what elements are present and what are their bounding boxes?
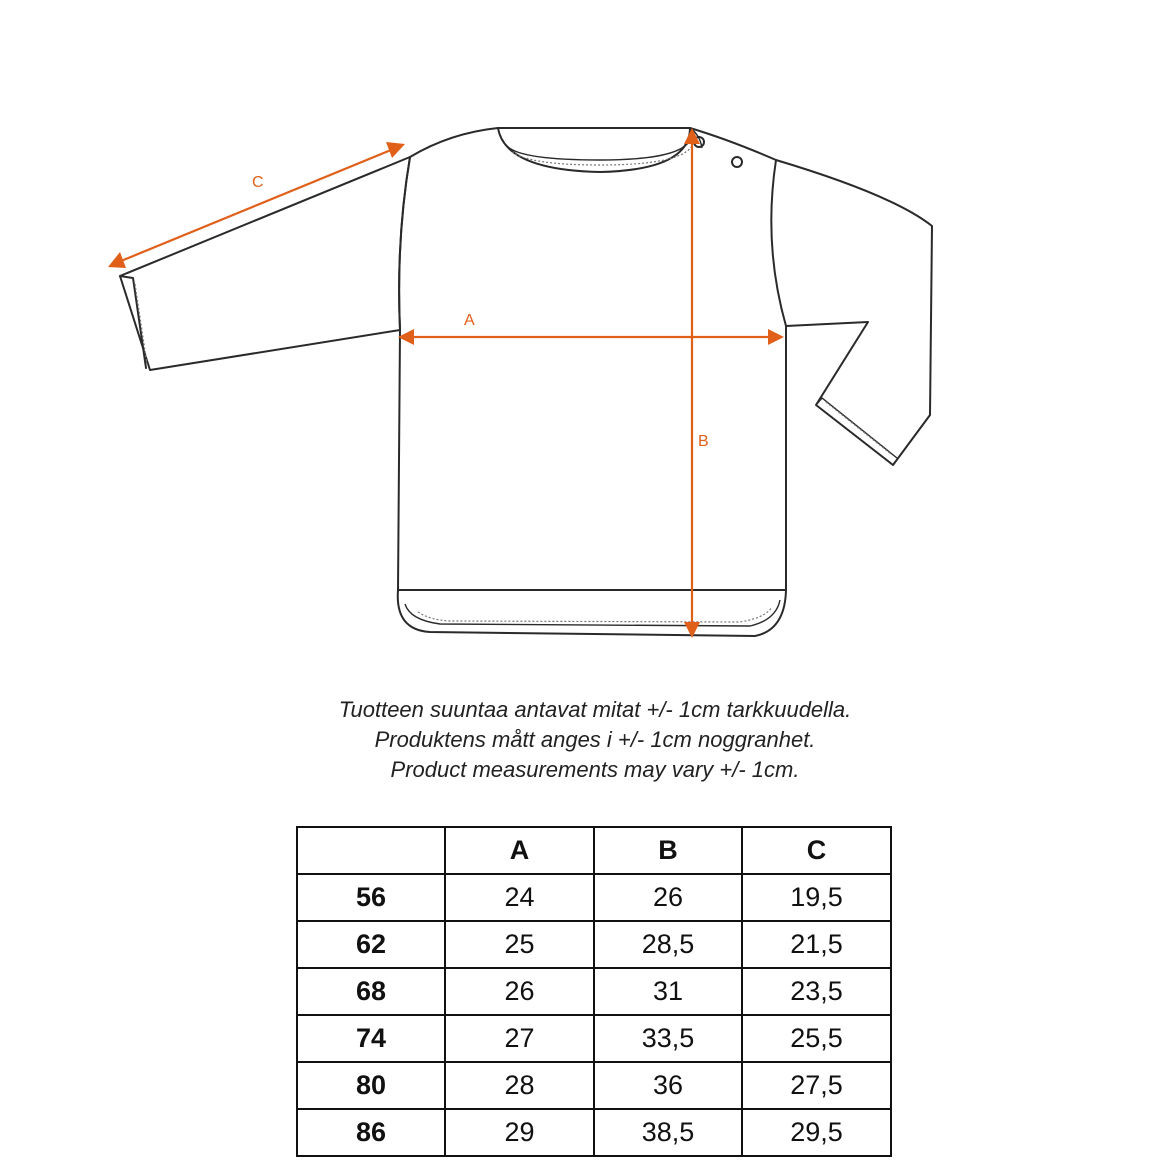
hem-band: [398, 590, 786, 636]
measurement-b: [684, 128, 709, 638]
cell-c: 23,5: [742, 968, 891, 1015]
cell-a: 27: [445, 1015, 594, 1062]
measurement-c: [108, 142, 405, 268]
table-row: [297, 968, 891, 1015]
shirt-body: [398, 128, 786, 590]
cell-b: 26: [594, 874, 742, 921]
cell-a: 26: [445, 968, 594, 1015]
cell-c: 27,5: [742, 1062, 891, 1109]
right-sleeve-cuff: [816, 398, 897, 458]
cell-b: 31: [594, 968, 742, 1015]
cell-a: 29: [445, 1109, 594, 1156]
hem-stitch: [418, 607, 772, 622]
header-size: [297, 827, 445, 874]
table-row: [297, 1015, 891, 1062]
size-cell: 68: [297, 968, 445, 1015]
header-c: C: [742, 827, 891, 874]
size-cell: 80: [297, 1062, 445, 1109]
cell-a: 25: [445, 921, 594, 968]
note-swedish: Produktens mått anges i +/- 1cm noggranhet.: [374, 727, 816, 752]
size-cell: 56: [297, 874, 445, 921]
cell-c: 21,5: [742, 921, 891, 968]
right-sleeve: [776, 160, 932, 465]
arrowhead-icon: [768, 329, 784, 345]
neckline-inner: [507, 140, 690, 160]
cell-b: 38,5: [594, 1109, 742, 1156]
table-row: [297, 1062, 891, 1109]
left-sleeve: [120, 157, 410, 370]
cell-c: 25,5: [742, 1015, 891, 1062]
left-cuff-stitch: [135, 284, 147, 364]
cell-a: 28: [445, 1062, 594, 1109]
header-b: B: [594, 827, 742, 874]
measurement-a: [398, 312, 784, 345]
cell-a: 24: [445, 874, 594, 921]
table-row: [297, 1109, 891, 1156]
measurement-c-label: C: [252, 174, 264, 191]
cell-b: 33,5: [594, 1015, 742, 1062]
note-english: Product measurements may vary +/- 1cm.: [390, 757, 800, 782]
shirt-outline: [120, 128, 932, 636]
snap-button-icon: [732, 157, 742, 167]
table-row: [297, 921, 891, 968]
note-finnish: Tuotteen suuntaa antavat mitat +/- 1cm tarkkuudella.: [338, 697, 852, 722]
cell-b: 28,5: [594, 921, 742, 968]
cell-c: 19,5: [742, 874, 891, 921]
table-header-row: [297, 827, 891, 874]
header-a: A: [445, 827, 594, 874]
size-cell: 62: [297, 921, 445, 968]
size-cell: 74: [297, 1015, 445, 1062]
size-table: [296, 826, 892, 1157]
measurement-a-label: A: [464, 312, 475, 329]
hem-inner: [405, 600, 780, 626]
measurement-notes: [0, 695, 1160, 785]
size-cell: 86: [297, 1109, 445, 1156]
cell-b: 36: [594, 1062, 742, 1109]
table-row: [297, 874, 891, 921]
measurement-b-label: B: [698, 433, 709, 450]
cell-c: 29,5: [742, 1109, 891, 1156]
